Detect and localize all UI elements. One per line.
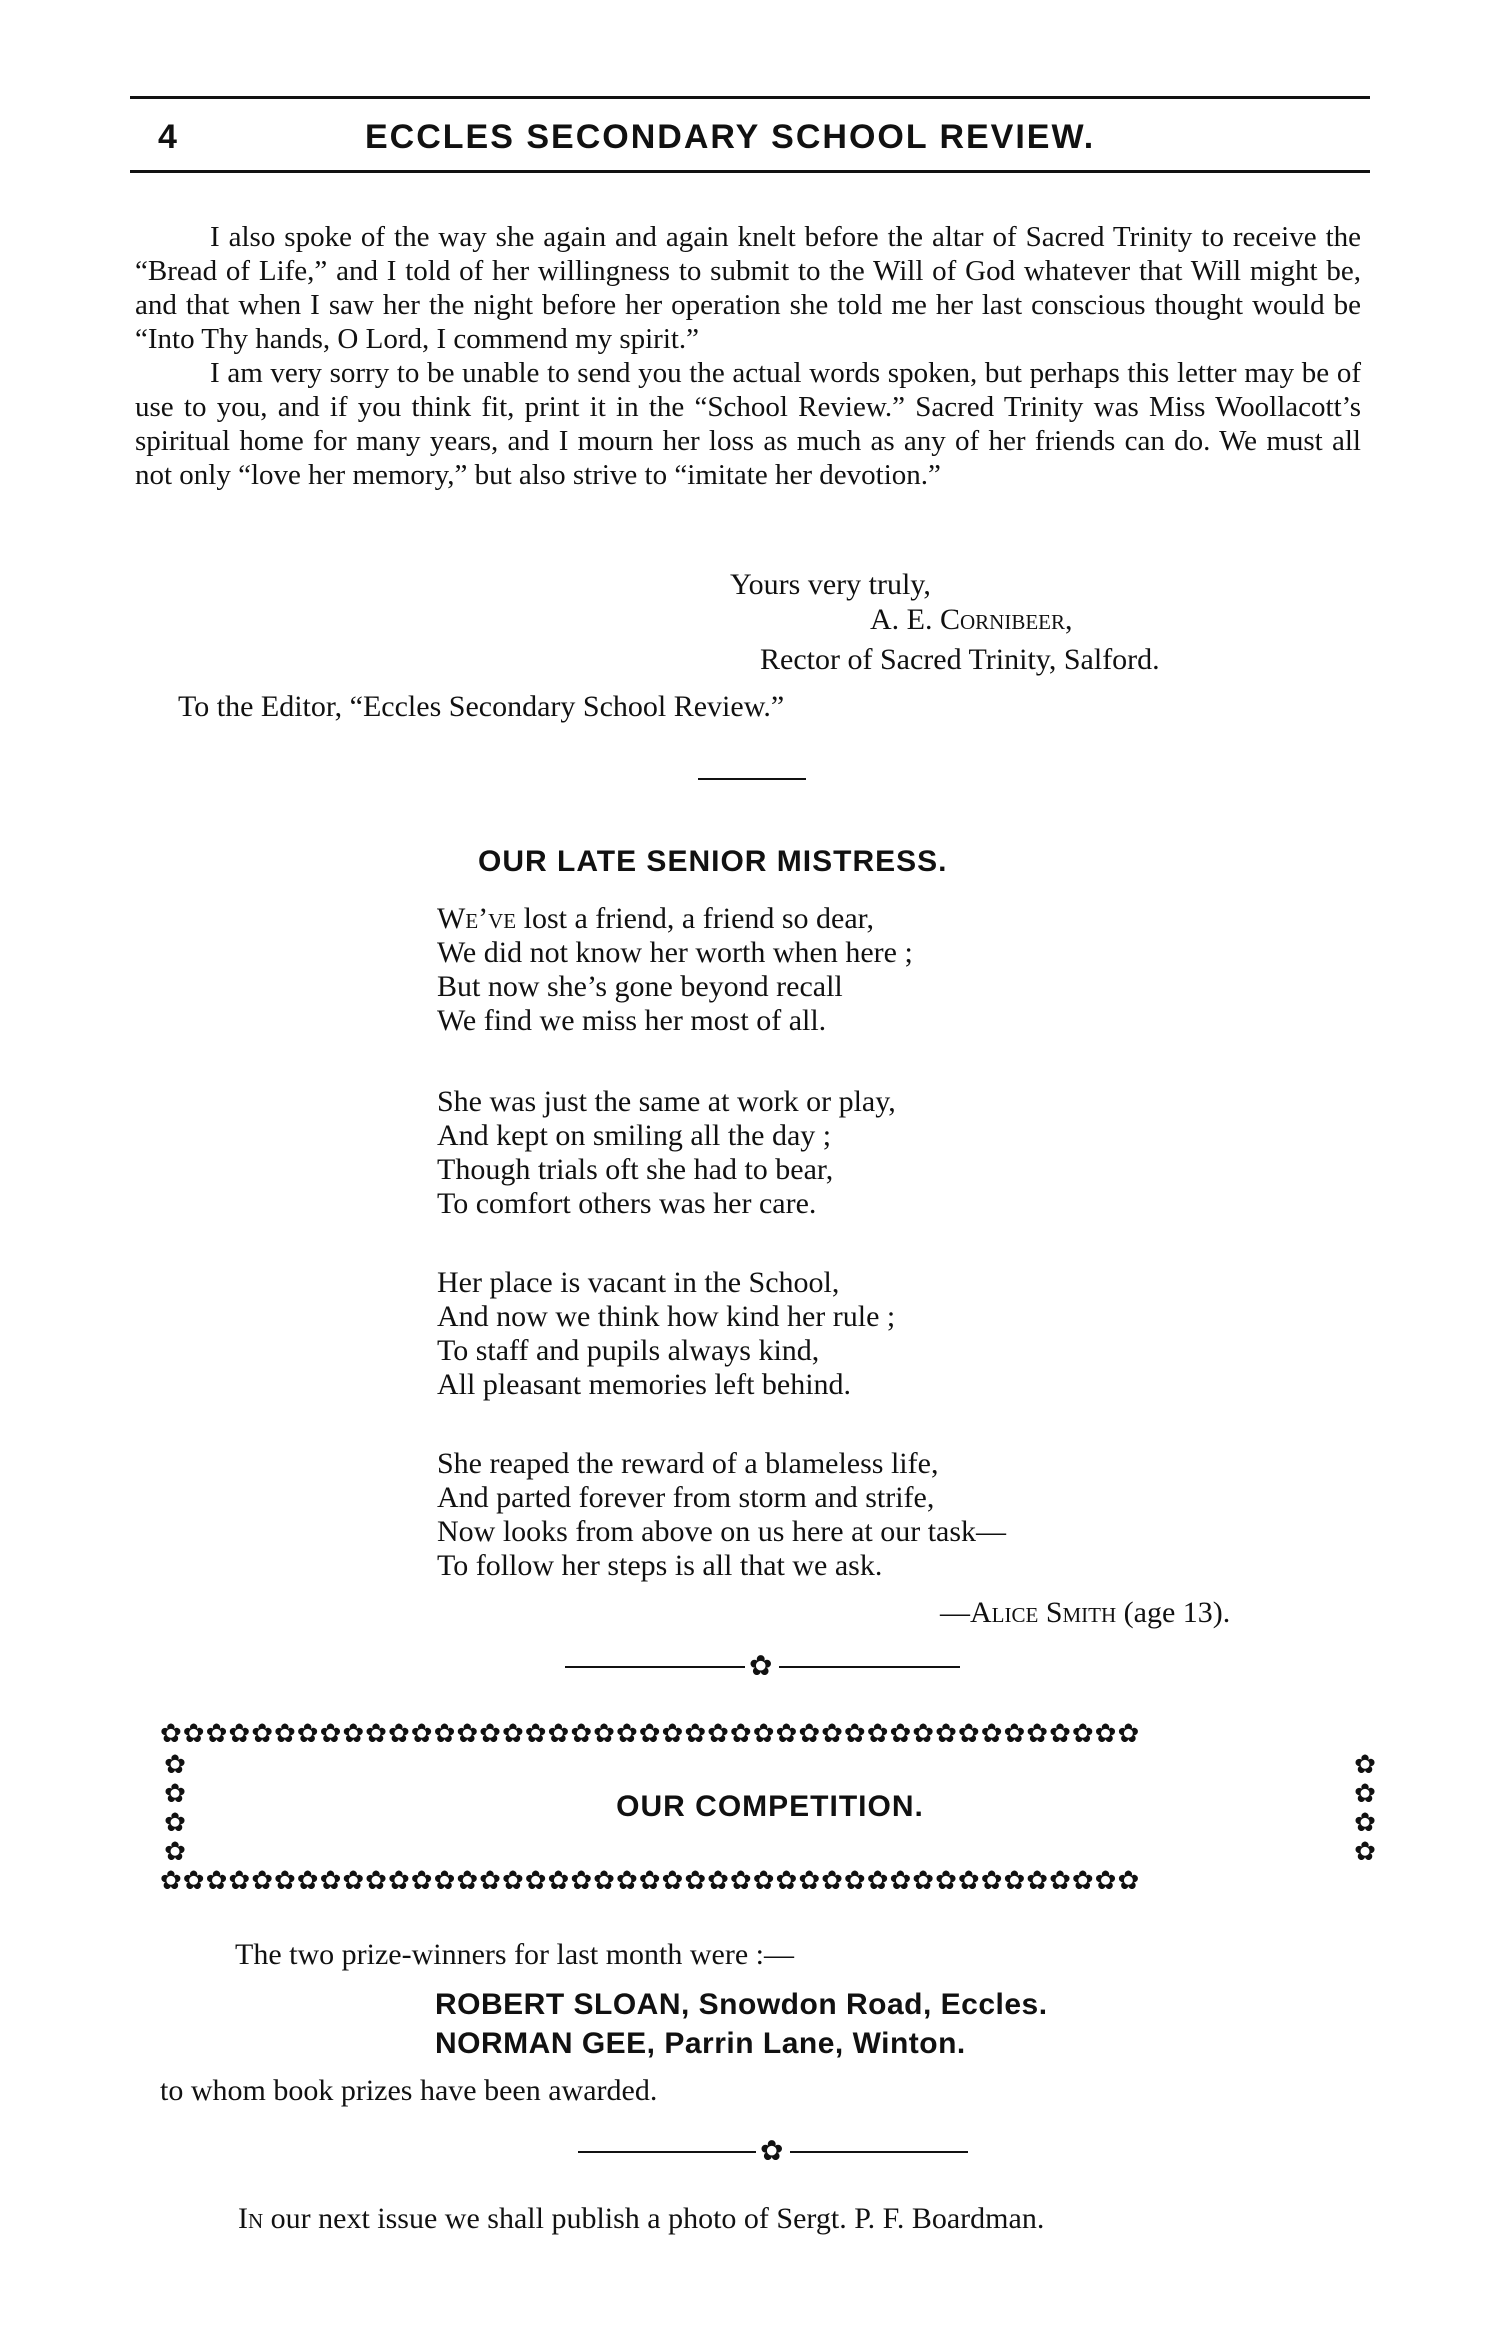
letter-signature (870, 603, 1073, 637)
letter-body (135, 220, 1361, 492)
header-bottom-rule (130, 170, 1370, 173)
flower-icon: ✿ (251, 1867, 274, 1895)
poem-stanza (437, 1447, 1006, 1583)
flower-icon: ✿ (251, 1720, 274, 1748)
flower-icon: ✿ (296, 1720, 320, 1748)
poem-line: She reaped the reward of a blameless life, (437, 1447, 939, 1480)
flower-icon: ✿ (661, 1867, 685, 1895)
flower-icon: ✿ (160, 1867, 183, 1895)
flower-icon: ✿ (752, 1720, 776, 1748)
flower-icon: ✿ (456, 1867, 480, 1895)
poem-line: To comfort others was her care. (437, 1187, 817, 1220)
flower-icon: ✿ (570, 1720, 594, 1748)
competition-outro: to whom book prizes have been awarded. (160, 2074, 658, 2107)
flower-icon: ✿ (1354, 1779, 1376, 1808)
flower-icon: ✿ (342, 1720, 366, 1748)
flower-icon: ✿ (615, 1720, 639, 1748)
next-issue-text: our next issue we shall publish a photo of Sergt. P. F. Boardman. (270, 2202, 1045, 2235)
flower-icon: ✿ (433, 1720, 457, 1748)
flower-icon: ✿ (547, 1867, 571, 1895)
flower-icon: ✿ (729, 1867, 753, 1895)
flower-icon: ✿ (365, 1720, 388, 1748)
poem-first-word: We’ve (437, 902, 517, 935)
flower-icon: ✿ (164, 1779, 186, 1808)
poem-stanza (437, 1266, 895, 1402)
flower-icon: ✿ (1354, 1750, 1376, 1779)
flower-icon: ✿ (1071, 1867, 1095, 1895)
flower-icon: ✿ (319, 1867, 343, 1895)
flower-icon: ✿ (1026, 1867, 1050, 1895)
flower-icon: ✿ (160, 1720, 183, 1748)
flower-icon: ✿ (707, 1720, 730, 1748)
poem-author (940, 1596, 1230, 1630)
poem-line: We find we miss her most of all. (437, 1004, 827, 1037)
letter-addressee: To the Editor, “Eccles Secondary School Review.” (178, 690, 785, 723)
flower-icon: ✿ (319, 1720, 343, 1748)
competition-box (160, 1720, 1380, 1895)
flower-icon: ✿ (684, 1867, 708, 1895)
flower-icon: ✿ (593, 1720, 616, 1748)
flower-icon: ✿ (524, 1720, 548, 1748)
flower-icon: ✿ (760, 2136, 784, 2167)
flower-icon: ✿ (228, 1867, 252, 1895)
letter-closing: Yours very truly, (730, 568, 931, 601)
poem-line: We did not know her worth when here ; (437, 936, 913, 969)
poem-stanza (437, 1085, 896, 1221)
signature-title: Rector of Sacred Trinity, Salford. (760, 643, 1160, 676)
prize-winner: NORMAN GEE, Parrin Lane, Winton. (435, 2027, 966, 2060)
flower-divider (565, 1652, 960, 1682)
flower-icon: ✿ (775, 1720, 799, 1748)
flower-icon: ✿ (1026, 1720, 1050, 1748)
flower-icon: ✿ (1071, 1720, 1095, 1748)
flower-icon: ✿ (387, 1867, 411, 1895)
flower-icon: ✿ (638, 1867, 662, 1895)
poem-stanza (437, 902, 913, 1038)
poem-line: And parted forever from storm and strife, (437, 1481, 935, 1514)
poem-line: All pleasant memories left behind. (437, 1368, 852, 1401)
poem-author-age: (age 13). (1123, 1596, 1231, 1629)
flower-icon: ✿ (164, 1837, 186, 1866)
flower-icon: ✿ (866, 1867, 890, 1895)
flower-icon: ✿ (501, 1867, 525, 1895)
divider-line (790, 2151, 968, 2153)
flower-icon: ✿ (273, 1867, 297, 1895)
poem-line: But now she’s gone beyond recall (437, 970, 843, 1003)
flower-icon: ✿ (661, 1720, 685, 1748)
signature-initials: A. E. (870, 603, 933, 636)
flower-icon: ✿ (479, 1867, 502, 1895)
flower-icon: ✿ (164, 1808, 186, 1837)
flower-icon: ✿ (798, 1720, 822, 1748)
header-top-rule (130, 96, 1370, 99)
letter-paragraph: I also spoke of the way she again and again knelt before the altar of Sacred Trinity to receive the “Bread of Life,” and I told of her willingness to submit to the Will of God whatever that Will might be, and that when I saw her the night before her operation she told me her last conscious thought would be “Into Thy hands, O Lord, I commend my spirit.” (135, 221, 1361, 355)
page-number: 4 (158, 118, 177, 156)
flower-icon: ✿ (980, 1720, 1004, 1748)
flower-icon: ✿ (228, 1720, 252, 1748)
flower-icon: ✿ (707, 1867, 730, 1895)
poem-line: Her place is vacant in the School, (437, 1266, 840, 1299)
poem-line: To staff and pupils always kind, (437, 1334, 820, 1367)
flower-icon: ✿ (1354, 1837, 1376, 1866)
flower-icon: ✿ (365, 1867, 388, 1895)
next-issue-notice (238, 2202, 1044, 2236)
flower-icon: ✿ (410, 1867, 434, 1895)
flower-icon: ✿ (433, 1867, 457, 1895)
flower-icon: ✿ (912, 1867, 936, 1895)
flower-icon: ✿ (1049, 1720, 1072, 1748)
flower-icon: ✿ (273, 1720, 297, 1748)
poem-line: Though trials oft she had to bear, (437, 1153, 834, 1186)
flower-icon: ✿ (866, 1720, 890, 1748)
flower-icon: ✿ (164, 1750, 186, 1779)
divider-line (779, 1666, 960, 1668)
flower-divider (578, 2137, 968, 2167)
poem-line: We’ve lost a friend, a friend so dear, (437, 902, 874, 935)
flower-icon: ✿ (501, 1720, 525, 1748)
flower-icon: ✿ (593, 1867, 616, 1895)
flower-icon: ✿ (843, 1720, 867, 1748)
prize-winner: ROBERT SLOAN, Snowdon Road, Eccles. (435, 1988, 1048, 2021)
flower-icon: ✿ (1117, 1720, 1141, 1748)
signature-name: Cornibeer, (940, 603, 1073, 636)
flower-icon: ✿ (638, 1720, 662, 1748)
flower-icon: ✿ (821, 1720, 844, 1748)
divider-line (578, 2151, 756, 2153)
flower-icon: ✿ (570, 1867, 594, 1895)
flower-icon: ✿ (410, 1720, 434, 1748)
flower-icon: ✿ (729, 1720, 753, 1748)
flower-icon: ✿ (912, 1720, 936, 1748)
flower-icon: ✿ (1094, 1720, 1118, 1748)
poem-author-name: —Alice Smith (940, 1596, 1117, 1629)
flower-icon: ✿ (935, 1867, 958, 1895)
flower-icon: ✿ (749, 1651, 773, 1682)
flower-icon: ✿ (1003, 1720, 1027, 1748)
poem-line: She was just the same at work or play, (437, 1085, 896, 1118)
flower-icon: ✿ (1117, 1867, 1141, 1895)
flower-icon: ✿ (684, 1720, 708, 1748)
flower-icon: ✿ (182, 1867, 206, 1895)
flower-icon: ✿ (1003, 1867, 1027, 1895)
flower-icon: ✿ (752, 1867, 776, 1895)
flower-icon: ✿ (1354, 1808, 1376, 1837)
poem-line: To follow her steps is all that we ask. (437, 1549, 883, 1582)
flower-icon: ✿ (957, 1867, 981, 1895)
flower-icon: ✿ (889, 1867, 913, 1895)
poem-title: OUR LATE SENIOR MISTRESS. (478, 845, 948, 878)
flower-icon: ✿ (547, 1720, 571, 1748)
flower-icon: ✿ (843, 1867, 867, 1895)
flower-icon: ✿ (798, 1867, 822, 1895)
flower-icon: ✿ (935, 1720, 958, 1748)
poem-line: Now looks from above on us here at our task— (437, 1515, 1007, 1548)
flower-border-top (160, 1720, 1380, 1748)
flower-icon: ✿ (182, 1720, 206, 1748)
poem-line: And now we think how kind her rule ; (437, 1300, 896, 1333)
next-issue-lead: In (238, 2202, 264, 2235)
flower-border-bottom (160, 1867, 1380, 1895)
flower-icon: ✿ (479, 1720, 502, 1748)
section-separator (698, 778, 806, 780)
poem-line: And kept on smiling all the day ; (437, 1119, 832, 1152)
flower-icon: ✿ (205, 1720, 229, 1748)
flower-icon: ✿ (1094, 1867, 1118, 1895)
flower-icon: ✿ (205, 1867, 229, 1895)
flower-icon: ✿ (957, 1720, 981, 1748)
flower-icon: ✿ (456, 1720, 480, 1748)
flower-icon: ✿ (980, 1867, 1004, 1895)
competition-intro: The two prize-winners for last month were :— (235, 1938, 794, 1971)
flower-icon: ✿ (775, 1867, 799, 1895)
flower-icon: ✿ (615, 1867, 639, 1895)
flower-icon: ✿ (296, 1867, 320, 1895)
flower-icon: ✿ (524, 1867, 548, 1895)
flower-icon: ✿ (821, 1867, 844, 1895)
competition-title: OUR COMPETITION. (616, 1790, 924, 1823)
flower-icon: ✿ (889, 1720, 913, 1748)
running-head: ECCLES SECONDARY SCHOOL REVIEW. (365, 118, 1096, 156)
flower-icon: ✿ (342, 1867, 366, 1895)
flower-icon: ✿ (387, 1720, 411, 1748)
flower-icon: ✿ (1049, 1867, 1072, 1895)
divider-line (565, 1666, 745, 1668)
letter-paragraph: I am very sorry to be unable to send you the actual words spoken, but perhaps this letter may be of use to you, and if you think fit, print it in the “School Review.” Sacred Trinity was Miss Woollacott’s spiritual home for many years, and I mourn her loss as much as any of her friends can do. We must all not only “love her memory,” but also strive to “imitate her devotion.” (135, 357, 1361, 491)
